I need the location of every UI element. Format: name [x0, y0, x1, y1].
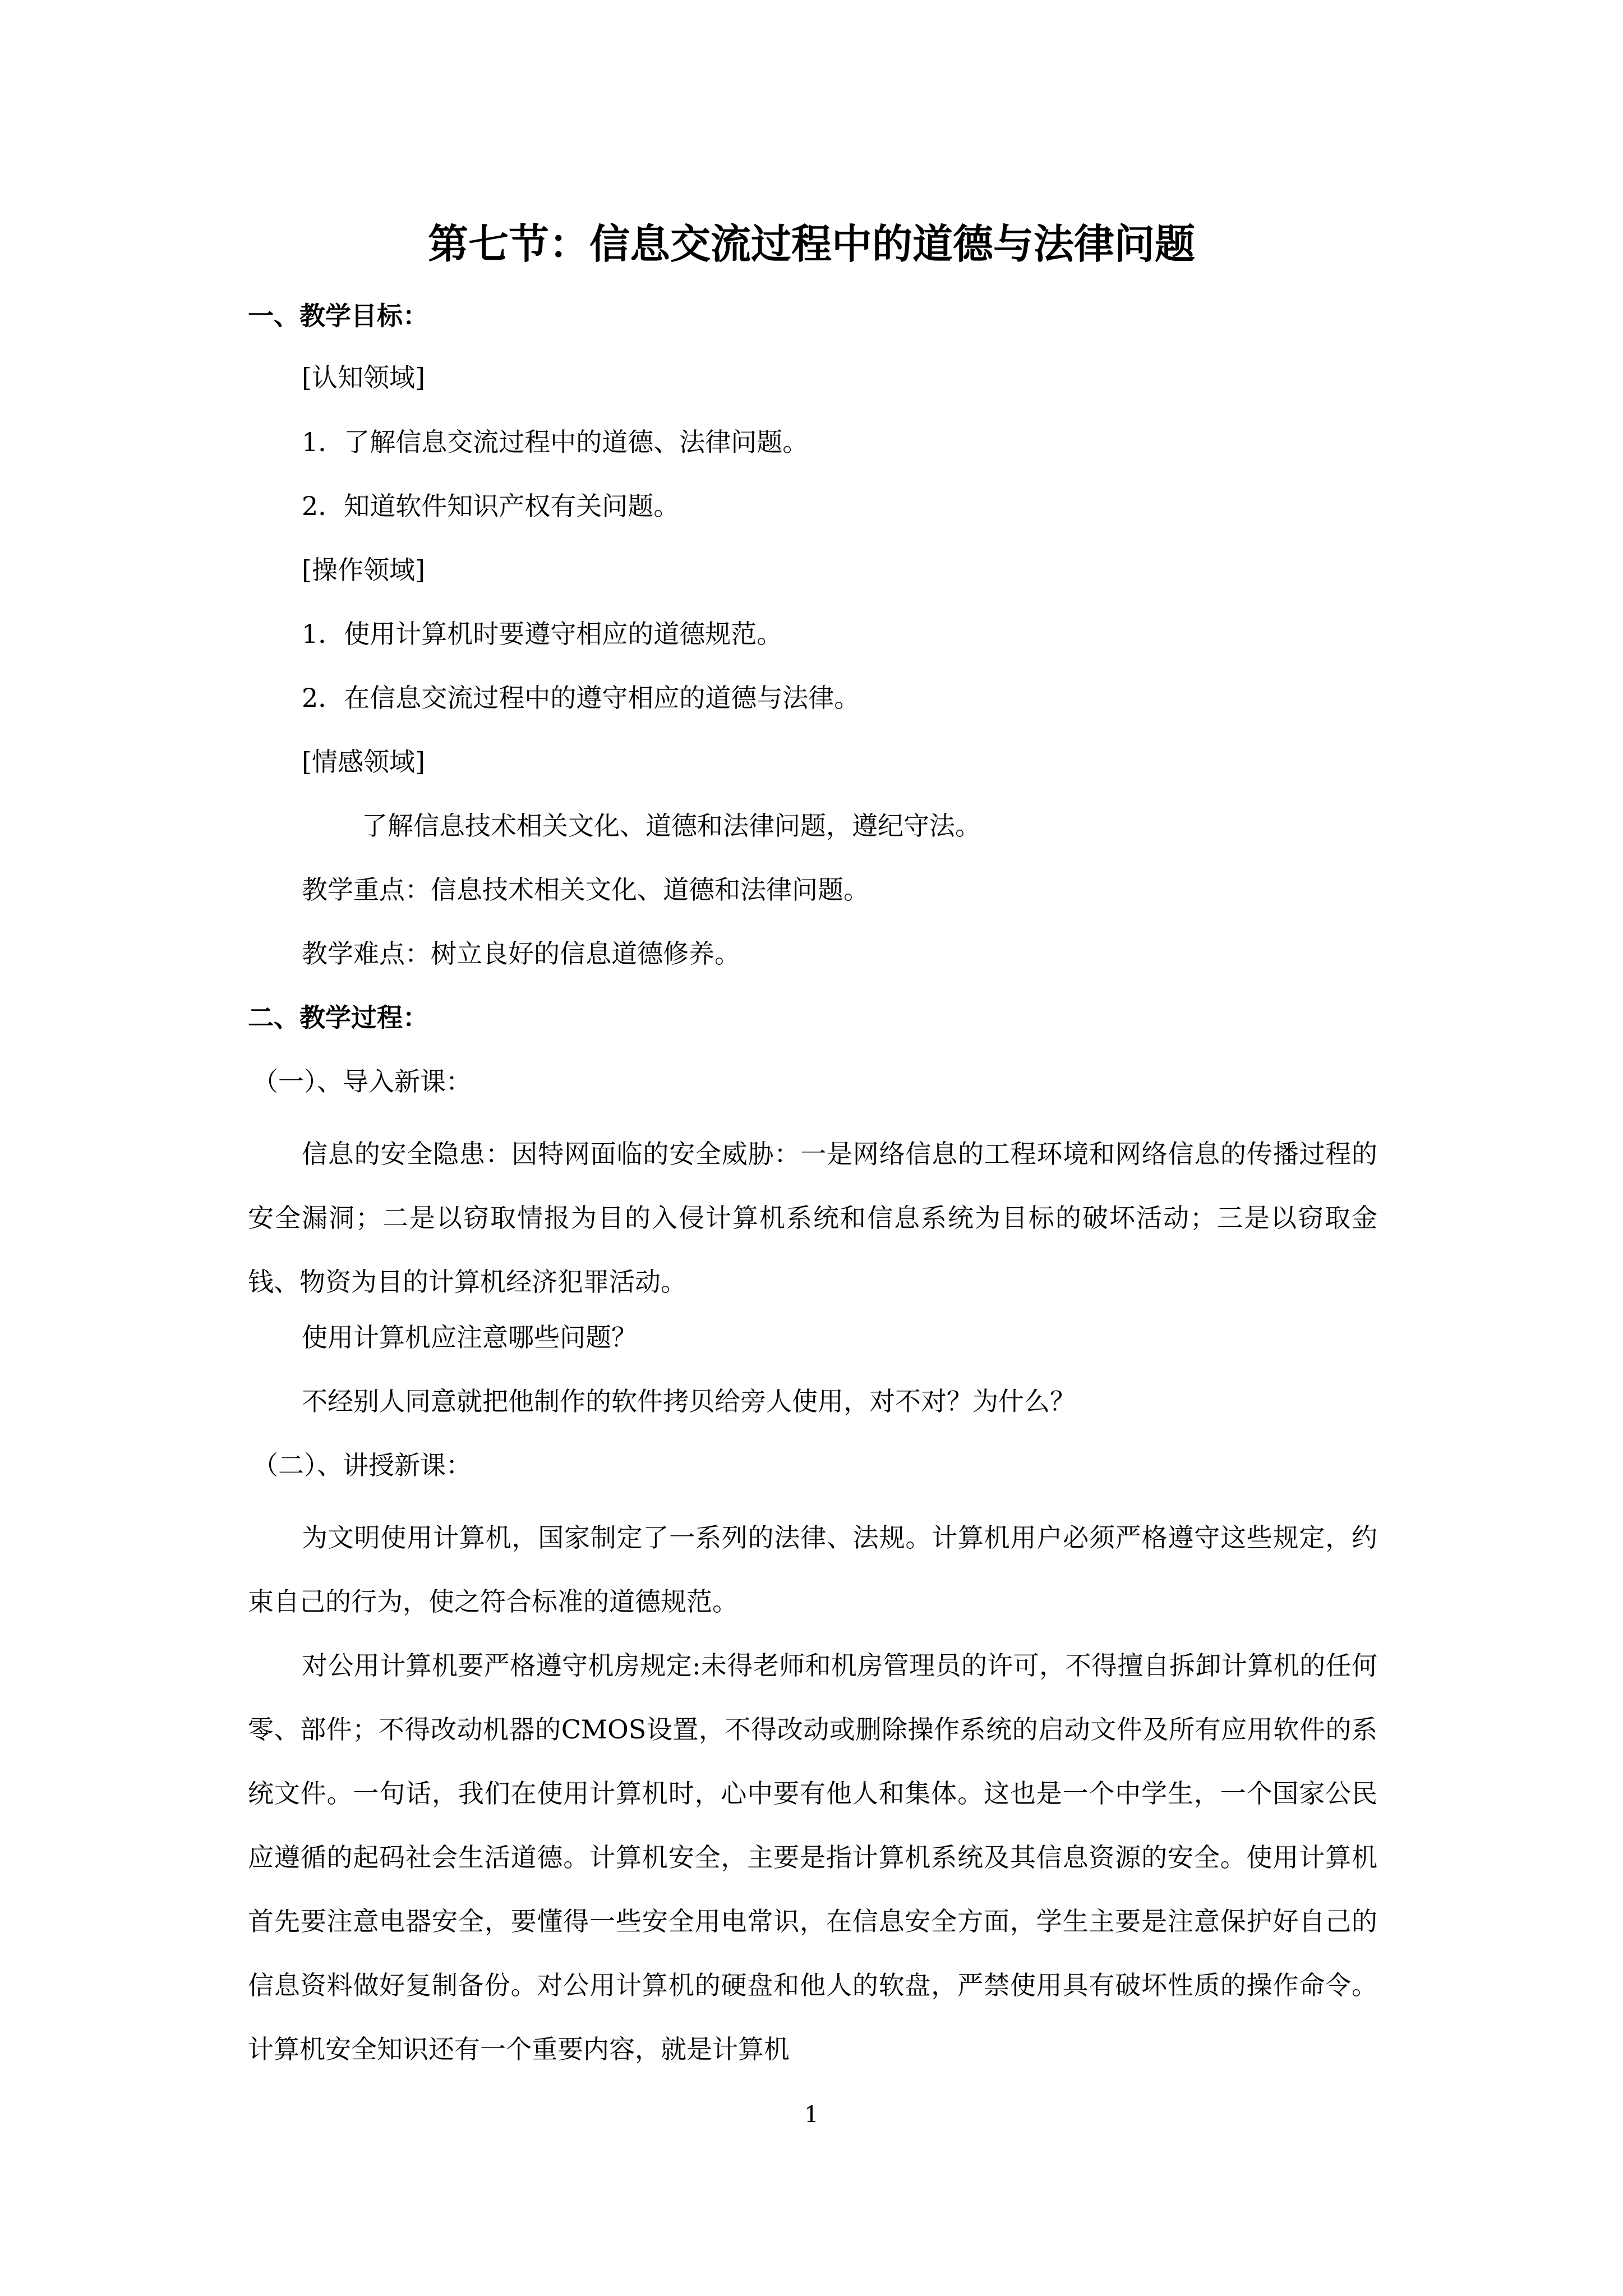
introduction-paragraph: 信息的安全隐患：因特网面临的安全威胁：一是网络信息的工程环境和网络信息的传播过程的安全漏洞；二是以窃取情报为目的入侵计算机系统和信息系统为目标的破坏活动；三是以窃取金钱、物资为目的计算机经济犯罪活动。: [248, 1139, 1377, 1297]
page-title: 第七节：信息交流过程中的道德与法律问题: [427, 220, 1195, 268]
cognitive-item-2: 2．知道软件知识产权有关问题。: [302, 491, 680, 521]
question-1: 使用计算机应注意哪些问题？: [302, 1322, 637, 1352]
cognitive-item-1: 1．了解信息交流过程中的道德、法律问题。: [302, 427, 809, 457]
key-point: 教学重点：信息技术相关文化、道德和法律问题。: [302, 875, 869, 905]
operation-domain-label: [操作领域]: [302, 555, 425, 585]
cognitive-domain-label: [认知领域]: [302, 362, 425, 393]
page-number: 1: [804, 2102, 819, 2128]
lesson-paragraph-2: 对公用计算机要严格遵守机房规定:未得老师和机房管理员的许可，不得擅自拆卸计算机的任何零、部件；不得改动机器的CMOS设置，不得改动或删除操作系统的启动文件及所有应用软件的系统文件。一句话，我们在使用计算机时，心中要有他人和集体。这也是一个中学生，一个国家公民应遵循的起码社会生活道德。计算机安全，主要是指计算机系统及其信息资源的安全。使用计算机首先要注意电器安全，要懂得一些安全用电常识，在信息安全方面，学生主要是注意保护好自己的信息资料做好复制备份。对公用计算机的硬盘和他人的软盘，严禁使用具有破坏性质的操作命令。计算机安全知识还有一个重要内容，就是计算机: [248, 1650, 1377, 2064]
difficult-point: 教学难点：树立良好的信息道德修养。: [302, 938, 740, 969]
operation-item-1: 1．使用计算机时要遵守相应的道德规范。: [302, 619, 783, 649]
emotion-domain-label: [情感领域]: [302, 747, 425, 777]
operation-item-2: 2．在信息交流过程中的遵守相应的道德与法律。: [302, 683, 860, 713]
section-heading-objectives: 一、教学目标：: [248, 301, 428, 331]
section-heading-process: 二、教学过程：: [248, 1002, 428, 1033]
question-2: 不经别人同意就把他制作的软件拷贝给旁人使用，对不对？为什么？: [302, 1386, 1076, 1416]
lesson-paragraph-1: 为文明使用计算机，国家制定了一系列的法律、法规。计算机用户必须严格遵守这些规定，约束自己的行为，使之符合标准的道德规范。: [248, 1522, 1377, 1617]
subheading-new-lesson: （二）、讲授新课：: [252, 1450, 472, 1480]
emotion-domain-text: 了解信息技术相关文化、道德和法律问题，遵纪守法。: [362, 811, 981, 841]
subheading-introduction: （一）、导入新课：: [252, 1066, 472, 1097]
